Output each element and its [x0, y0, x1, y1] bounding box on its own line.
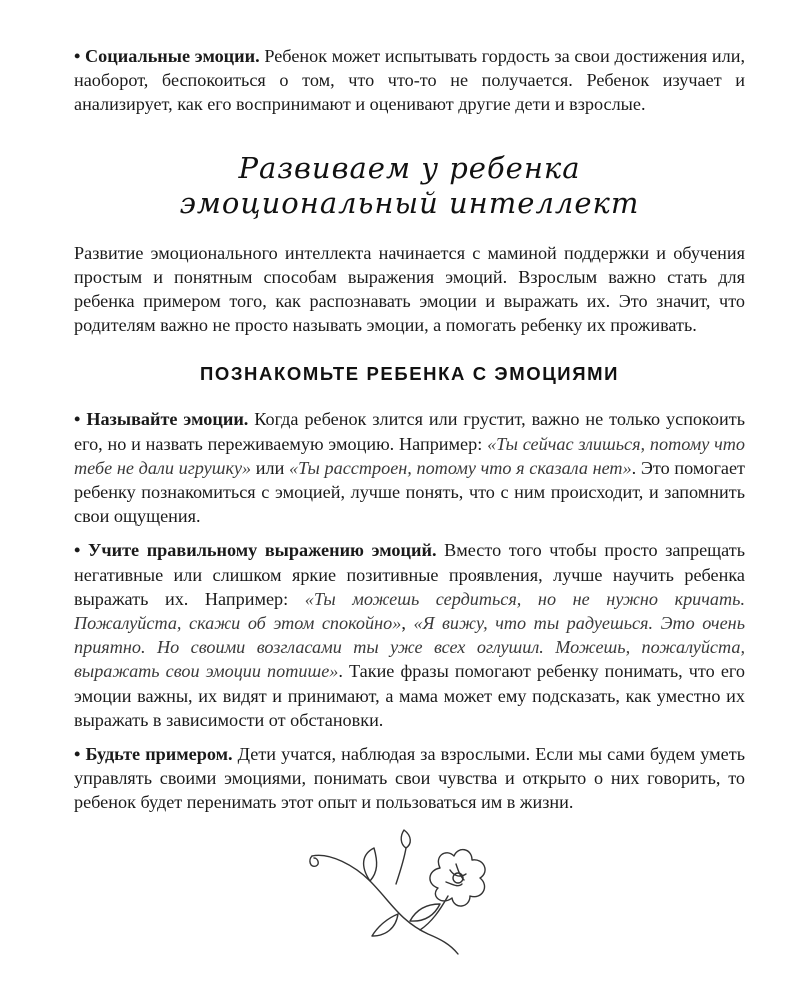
body-paragraph: Развитие эмоционального интеллекта начинается с маминой поддержки и обучения простым и понятным способам выражения эмоций. Взрослым важно стать для ребенка примером того, как распознавать эмоции и выражать их. Это значит, что родителям важно не просто называть эмоции, а помогать ребенку их проживать.: [74, 242, 745, 336]
section-title-line1: Развиваем у ребенка: [238, 150, 581, 185]
bullet-text: или: [251, 457, 289, 478]
bullet-text: Когда ребенок злится или грустит, важно не только успокоить его, но и назвать переживаемую эмоцию. Например:: [74, 409, 746, 454]
bullet-item: [74, 742, 745, 815]
bullet-lead: • Будьте примером.: [74, 744, 233, 765]
bullet-text: . Это помогает ребенку познакомиться с эмоцией, лучше понять, что с ним происходит, и запомнить свои ощущения.: [74, 457, 745, 527]
section-title: [74, 151, 745, 221]
bullet-quote: «Ты расстроен, потому что я сказала нет»: [289, 457, 632, 478]
subheading: ПОЗНАКОМЬТЕ РЕБЕНКА С ЭМОЦИЯМИ: [199, 363, 620, 385]
intro-lead: • Социальные эмоции.: [74, 46, 260, 66]
bullet-text: Вместо того чтобы просто запрещать негативные или слишком яркие позитивные проявления, лучше научить ребенка выражать их. Например:: [74, 540, 745, 609]
bullet-text: Дети учатся, наблюдая за взрослыми. Если мы сами будем уметь управлять своими эмоциями, понимать свои чувства и открыто о них говорить, то ребенок будет перенимать этот опыт и пользоваться им в жизни.: [74, 744, 745, 813]
bullet-text: ,: [401, 613, 414, 634]
bullet-lead: • Называйте эмоции.: [74, 409, 249, 430]
section-title-line2: эмоциональный интеллект: [179, 185, 640, 220]
intro-text: Ребенок может испытывать гордость за свои достижения или, наоборот, беспокоиться о том, что что-то не получается. Ребенок изучает и анализирует, как его воспринимают и оценивают другие дети и взрослые.: [74, 46, 745, 115]
bullet-item: [74, 538, 745, 732]
bullet-lead: • Учите правильному выражению эмоций.: [74, 540, 437, 561]
bullet-item: [74, 407, 745, 528]
bullet-quote: «Ты можешь сердиться, но не нужно кричать. Пожалуйста, скажи об этом спокойно»: [74, 588, 745, 634]
bullet-text: . Такие фразы помогают ребенку понимать, что его эмоции важны, их видят и принимают, а мама может ему подсказать, как уместно их выражать в зависимости от обстановки.: [74, 661, 745, 730]
flower-sketch-icon: [300, 826, 500, 966]
intro-paragraph: [74, 44, 745, 117]
bullet-quote: «Ты сейчас злишься, потому что тебе не дали игрушку»: [74, 433, 745, 478]
bullet-quote: «Я вижу, что ты радуешься. Это очень приятно. Но своими возгласами ты уже всех оглушил. Можешь, пожалуйста, выражать свои эмоции потише»: [74, 613, 745, 682]
